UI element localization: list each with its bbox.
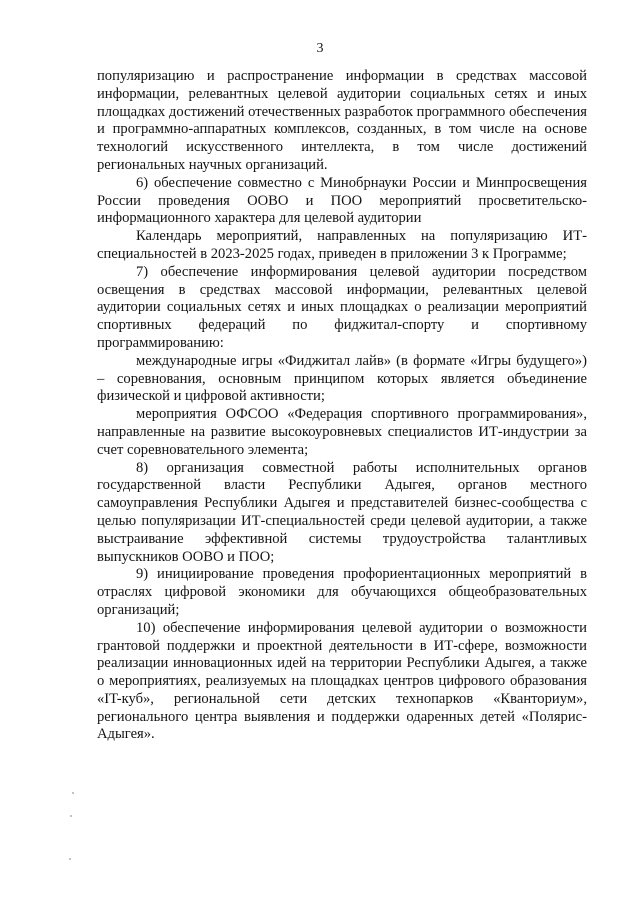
document-body bbox=[97, 68, 587, 744]
paragraph-calendar: Календарь мероприятий, направленных на популяризацию ИТ-специальностей в 2023-2025 годах, приведен в приложении 3 к Программе; bbox=[97, 228, 587, 262]
paragraph-continuation: популяризацию и распространение информации в средствах массовой информации, релевантных целевой аудитории социальных сетях и иных площадках достижений отечественных разработок программного обеспечения и программно-аппаратных комплексов, созданных, в том числе на основе технологий искусственного интеллекта, в том числе достижений региональных научных организаций. bbox=[97, 68, 587, 173]
paragraph-phygital-games: международные игры «Фиджитал лайв» (в формате «Игры будущего») – соревнования, основным принципом которых является объединение физической и цифровой активности; bbox=[97, 352, 587, 405]
paragraph-item-10: 10) обеспечение информирования целевой аудитории о возможности грантовой поддержки и проектной деятельности в ИТ-сфере, возможности реализации инновационных идей на территории Республики Адыгея, а также о мероприятиях, реализуемых на площадках центров цифрового образования «IT-куб», региональной сети детских технопарков «Кванториум», регионального центра выявления и поддержки одаренных детей «Полярис-Адыгея». bbox=[97, 619, 587, 743]
paragraph-item-6: 6) обеспечение совместно с Минобрнауки России и Минпросвещения России проведения ООВО и ПОО мероприятий просветительско-информационного характера для целевой аудитории bbox=[97, 174, 587, 227]
scan-speck bbox=[70, 815, 72, 817]
scan-speck bbox=[69, 858, 71, 860]
paragraph-sport-programming: мероприятия ОФСОО «Федерация спортивного программирования», направленные на развитие высокоуровневых специалистов ИТ-индустрии за счет соревновательного элемента; bbox=[97, 406, 587, 458]
paragraph-item-9: 9) инициирование проведения профориентационных мероприятий в отраслях цифровой экономики для обучающихся общеобразовательных организаций; bbox=[97, 566, 587, 618]
paragraph-item-8: 8) организация совместной работы исполнительных органов государственной власти Республики Адыгея, органов местного самоуправления Республики Адыгея и представителей бизнес-сообщества с целью популяризации ИТ-специальностей среди целевой аудитории, а также выстраивание эффективной системы трудоустройства талантливых выпускников ООВО и ПОО; bbox=[97, 459, 587, 565]
paragraph-item-7: 7) обеспечение информирования целевой аудитории посредством освещения в средствах массовой информации, релевантных целевой аудитории социальных сетях и иных площадках о реализации мероприятий спортивных федераций по фиджитал-спорту и спортивному программированию: bbox=[97, 263, 587, 351]
scan-speck bbox=[72, 792, 74, 794]
page-number: 3 bbox=[316, 41, 324, 56]
